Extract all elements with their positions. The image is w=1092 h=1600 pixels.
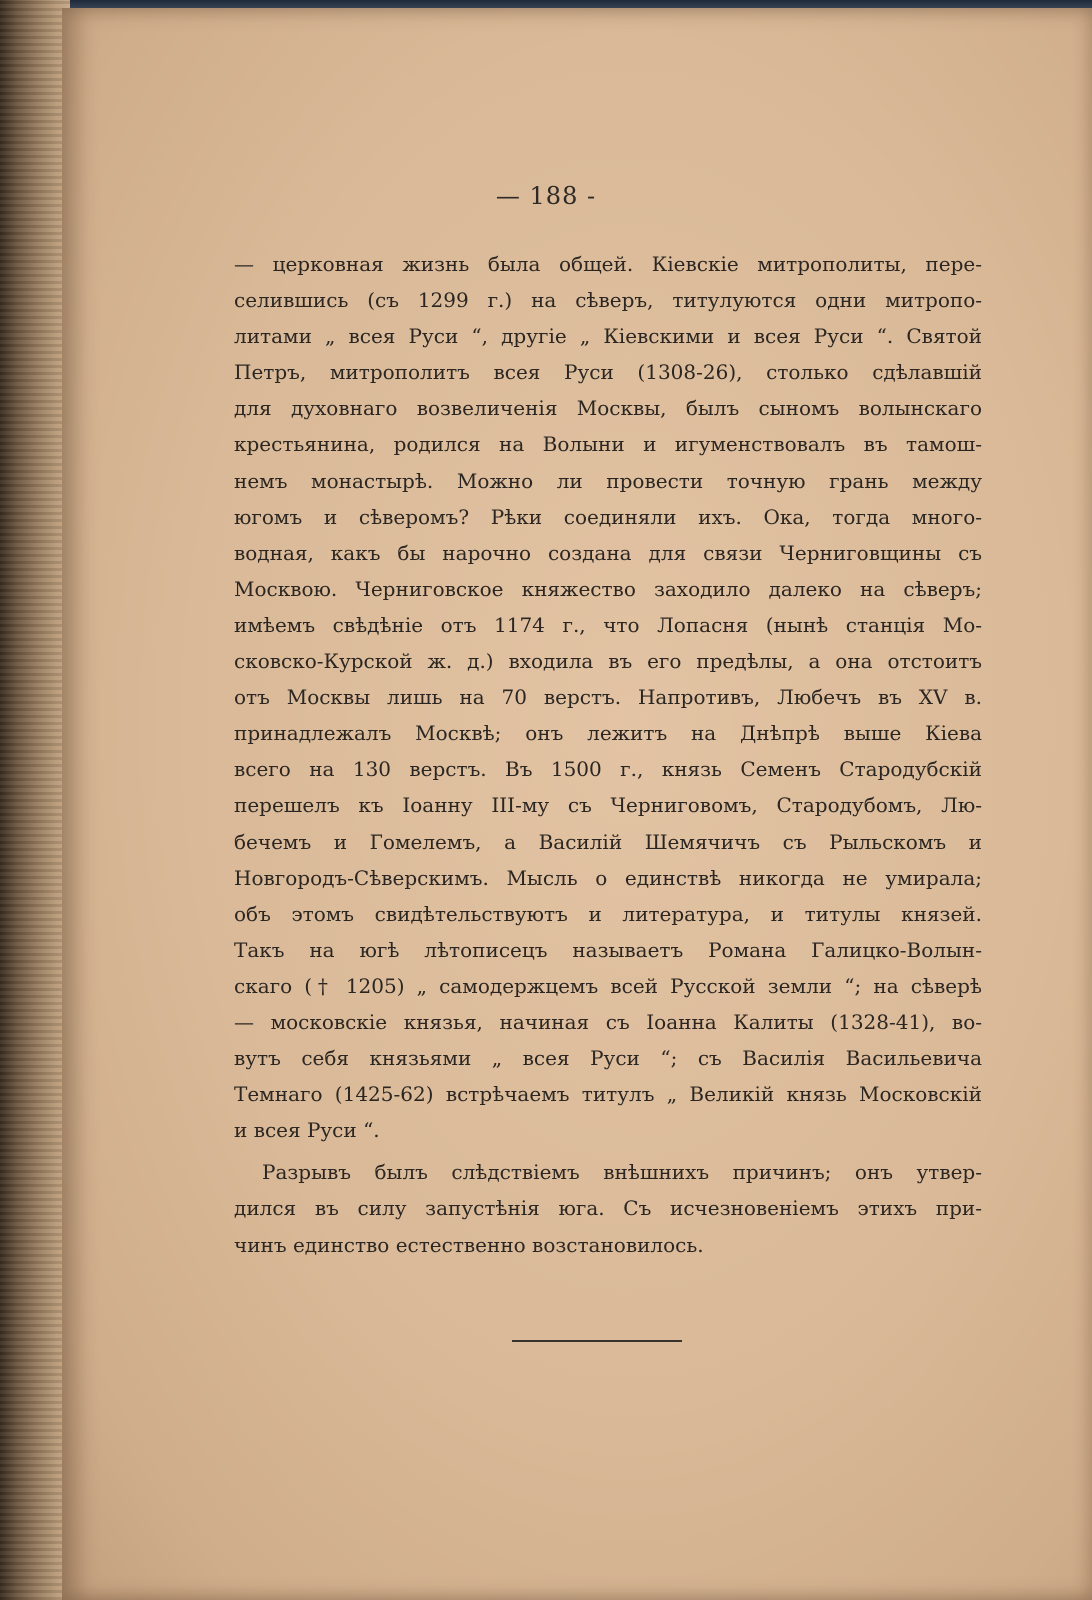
text-line: немъ монастырѣ. Можно ли провести точную грань между [234, 468, 982, 493]
text-line: дился въ силу запустѣнія юга. Съ исчезновеніемъ этихъ при- [234, 1196, 982, 1221]
text-line: Такъ на югѣ лѣтописецъ называетъ Романа Галицко-Волын- [234, 937, 982, 962]
text-line: имѣемъ свѣдѣніе отъ 1174 г., что Лопасня (нынѣ станція Мо- [234, 612, 982, 637]
text-line: перешелъ къ Іоанну III-му съ Черниговомъ, Стародубомъ, Лю- [234, 793, 982, 818]
text-line: Новгородъ-Сѣверскимъ. Мысль о единствѣ никогда не умирала; [234, 865, 982, 890]
text-line: всего на 130 верстъ. Въ 1500 г., князь Семенъ Стародубскій [234, 757, 982, 782]
text-line: и всея Руси “. [234, 1118, 380, 1143]
page-text [234, 246, 982, 1263]
text-line: крестьянина, родился на Волыни и игуменствовалъ въ тамош- [234, 432, 982, 457]
paragraph-1 [234, 246, 982, 1148]
closing-rule [512, 1340, 682, 1342]
text-line: Петръ, митрополитъ всея Руси (1308-26), столько сдѣлавшій [234, 360, 982, 385]
text-line: отъ Москвы лишь на 70 верстъ. Напротивъ, Любечъ въ XV в. [234, 685, 982, 710]
text-line: югомъ и сѣверомъ? Рѣки соединяли ихъ. Ока, тогда много- [234, 504, 982, 529]
text-line: скаго († 1205) „ самодержцемъ всей Русской земли “; на сѣверѣ [234, 973, 982, 998]
text-line: принадлежалъ Москвѣ; онъ лежитъ на Днѣпрѣ выше Кіева [234, 721, 982, 746]
text-line: — церковная жизнь была общей. Кіевскіе митрополиты, пере- [234, 252, 982, 276]
book-spine [0, 0, 70, 1600]
text-line: литами „ всея Руси “, другіе „ Кіевскими и всея Руси “. Святой [234, 324, 982, 349]
text-line: вутъ себя князьями „ всея Руси “; съ Василія Васильевича [234, 1046, 982, 1071]
text-line: водная, какъ бы нарочно создана для связи Черниговщины съ [234, 540, 982, 565]
text-line: — московскіе князья, начиная съ Іоанна Калиты (1328-41), во- [234, 1009, 982, 1034]
text-line: для духовнаго возвеличенія Москвы, былъ сыномъ волынскаго [234, 396, 982, 421]
text-line: Темнаго (1425-62) встрѣчаемъ титулъ „ Великій князь Московскій [234, 1082, 982, 1107]
text-line: Разрывъ былъ слѣдствіемъ внѣшнихъ причинъ; онъ утвер- [262, 1160, 982, 1185]
paragraph-2 [234, 1154, 982, 1262]
text-line: бечемъ и Гомелемъ, а Василій Шемячичъ съ Рыльскомъ и [234, 829, 982, 854]
text-line: селившись (съ 1299 г.) на сѣверъ, титулуются одни митропо- [234, 288, 982, 313]
text-line: чинъ единство естественно возстановилось. [234, 1232, 704, 1257]
text-line: сковско-Курской ж. д.) входила въ его предѣлы, а она отстоитъ [234, 649, 982, 674]
page-number: — 188 - [495, 182, 597, 210]
text-line: Москвою. Черниговское княжество заходило далеко на сѣверъ; [234, 576, 982, 601]
text-line: объ этомъ свидѣтельствуютъ и литература, и титулы князей. [234, 901, 982, 926]
